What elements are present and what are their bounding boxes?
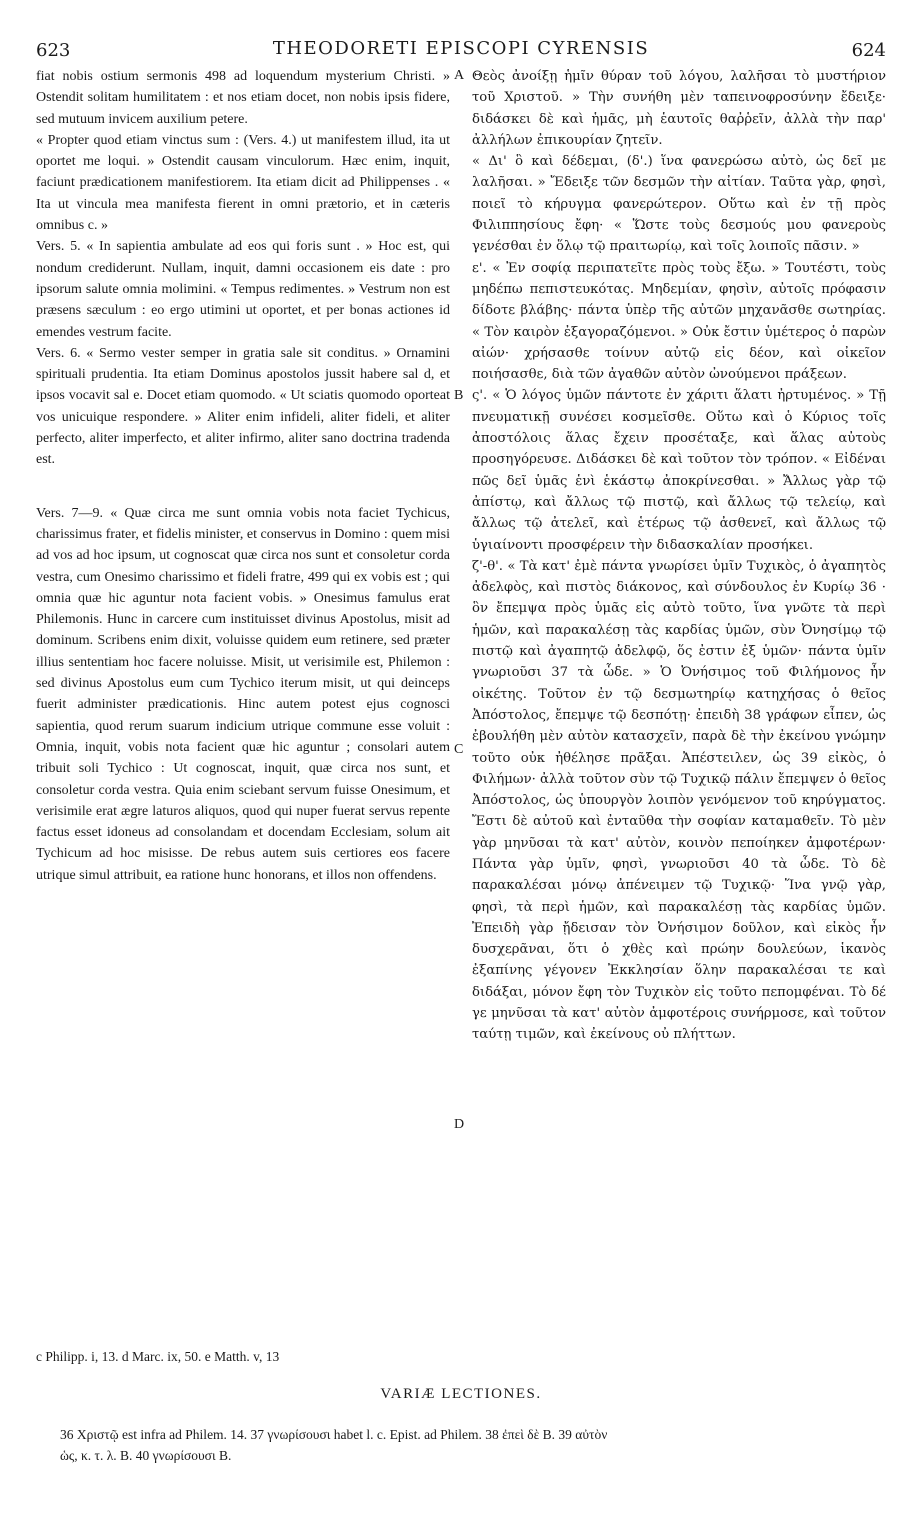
latin-paragraph: Vers. 7—9. « Quæ circa me sunt omnia vobis nota faciet Tychicus, charissimus frater, et fidelis minister, et conservus in Domino : quem misi ad vos ad hoc ipsum, ut cognoscat quæ circa nos sunt et consoletur corda vestra, cum Onesimo charissimo et fideli fratre, 499 qui ex vobis est ; qui omnia quæ hic aguntur nota facient vobis. » Onesimus famulus erat Philemonis. Hunc in carcere cum instituisset divinus Apostolus, misit ad dominum. Scribens enim dixit, voluisse quidem eum retinere, sed præter illius sententiam hoc facere noluisse. Misit, ut verisimile est, Philemon : sed divinus Apostolus eum cum Tychico iterum misit, ut qui deinceps fuerit administer prædicationis. Hinc autem potest ejus cognosci sapientia, quod rerum suarum indicium utrique commune esse voluit : Omnia, inquit, vobis nota facient quæ hic aguntur ; consolari autem tribuit soli Tychico : Ut cognoscat, inquit, quæ circa nos sunt, et consoletur corda vestra. Quia enim sciebant servum fuisse Onesimum, et verisimile erat ægre laturos aliquos, quod qui nuper fuerat servus repente factus esset idoneus ad consolandam et docendam Ecclesiam, solum ait Tychicum ad hoc misisse. De rebus autem suis certiores eos facere utrique simul attribuit, ea ratione hunc honorans, et illos non offendens. — [36, 505, 454, 883]
greek-paragraph: ζ'-θ'. « Τὰ κατ' ἐμὲ πάντα γνωρίσει ὑμῖν Τυχικὸς, ὁ ἀγαπητὸς ἀδελφὸς, καὶ πιστὸς διάκονος, καὶ σύνδουλος ἐν Κυρίῳ 36 · ὃν ἔπεμψα πρὸς ὑμᾶς εἰς αὐτὸ τοῦτο, ἵνα γνῶτε τὰ περὶ ἡμῶν, καὶ παρακαλέσῃ τὰς καρδίας ὑμῶν, σὺν Ὀνησίμῳ τῷ πιστῷ καὶ ἀγαπητῷ ἀδελφῷ, ὅς ἐστιν ἐξ ὑμῶν· πάντα ὑμῖν γνωριοῦσι 37 τὰ ὧδε. » Ὁ Ὀνήσιμος τοῦ Φιλήμονος ἦν οἰκέτης. Τοῦτον ἐν τῷ δεσμωτηρίῳ κατηχήσας ὁ θεῖος Ἀπόστολος, ἔπεμψε τῷ δεσπότῃ· ἐπειδὴ 38 γράφων εἶπεν, ὡς ἐβουλήθη μὲν αὐτὸν κατασχεῖν, παρὰ δὲ τὴν ἐκείνου γνώμην τοῦτο οὐκ ἠθέλησε πρᾶξαι. Ἀπέστειλεν, ὡς 39 εἰκὸς, ὁ Φιλήμων· ἀλλὰ τοῦτον σὺν τῷ Τυχικῷ πάλιν ἔπεμψεν ὁ θεῖος Ἀπόστολος, ὡς ὑπουργὸν λοιπὸν γενόμενον τοῦ κηρύγματος. Ἔστι δὲ αὐτοῦ καὶ ἐνταῦθα τὴν σοφίαν καταμαθεῖν. Τὸ μὲν γὰρ μηνῦσαι τὰ κατ' αὐτὸν, κοινὸν πεποίηκεν ἀμφοτέρων· Πάντα γὰρ ὑμῖν, φησὶ, γνωριοῦσι 40 τὰ ὧδε. Τὸ δὲ παρακαλέσαι μόνῳ ἀπένειμεν τῷ Τυχικῷ· Ἵνα γνῷ γὰρ, φησὶ, τὰ περὶ ἡμῶν, καὶ παρακαλέσῃ τὰς καρδίας ὑμῶν. Ἐπειδὴ γὰρ ᾔδεισαν τὸν Ὀνήσιμον δοῦλον, καὶ εἰκὸς ἦν δυσχερᾶναι, ὅτι ὁ χθὲς καὶ πρώην δουλεύων, ἱκανὸς ἐξαπίνης γέγονεν Ἐκκλησίαν ὅλην παρακαλέσαι τε καὶ διδάξαι, μόνον ἔφη τὸν Τυχικὸν εἰς τοῦτο πεπομφέναι. Τὸ δέ γε μηνῦσαι τὰ κατ' αὐτὸν ἀμφοτέροις συνήρμοσε, καὶ τοῦτον ταύτῃ τιμῶν, καὶ ἐκείνους οὐ πλήττων. — [472, 558, 891, 1043]
variae-line: ὡς, κ. τ. λ. B. 40 γνωρίσουσι B. — [60, 1448, 232, 1463]
page-number-left: 623 — [36, 40, 71, 61]
latin-paragraph: Vers. 5. « In sapientia ambulate ad eos qui foris sunt . » Hoc est, qui nondum crediderunt. Nullam, inquit, damni occasionem eis date : pro ipsorum salute omnia molimini. « Tempus redimentes. » Vestrum non est præsens sæculum : eo ergo utimini ut oportet, et per bonas actiones id emendes vestrum facite. — [36, 239, 454, 340]
greek-column — [472, 66, 891, 1046]
variae-lectiones — [36, 1424, 886, 1466]
greek-paragraph: ς'. « Ὁ λόγος ὑμῶν πάντοτε ἐν χάριτι ἅλατι ἠρτυμένος. » Τῇ πνευματικῇ συνέσει κοσμεῖσθε. Οὕτω καὶ ὁ Κύριος τοῖς ἀποστόλοις ἅλας ἔχειν προσέταξε, καὶ ἅλας αὐτοὺς προσηγόρευσε. Διδάσκει δὲ καὶ τοῦτον τὸν τρόπον. « Εἰδέναι πῶς δεῖ ὑμᾶς ἑνὶ ἑκάστῳ ἀποκρίνεσθαι. » Ἄλλως γὰρ τῷ ἀπίστῳ, καὶ ἄλλως τῷ πιστῷ, καὶ ἄλλως τῷ τελείῳ, καὶ ἄλλως τῷ ἀτελεῖ, καὶ ἑτέρως τῷ ἀσθενεῖ, καὶ ἄλλως τῷ ὑγιαίνοντι προσφέρειν τὴν διδασκαλίαν προσήκει. — [472, 388, 891, 553]
latin-column — [36, 66, 454, 886]
variae-line: 36 Χριστῷ est infra ad Philem. 14. 37 γνωρίσουσι habet l. c. Epist. ad Philem. 38 ἐπεὶ δὲ B. 39 αὐτὸν — [60, 1427, 608, 1442]
margin-marker-b: B — [454, 388, 464, 403]
latin-paragraph: fiat nobis ostium sermonis 498 ad loquendum mysterium Christi. » Ostendit solitam humilitatem : et nos etiam docet, non nobis ipsis fidere, sed mutuum invicem auxilium petere. — [36, 69, 454, 127]
running-title: THEODORETI EPISCOPI CYRENSIS — [272, 38, 650, 59]
page-header — [0, 0, 922, 60]
greek-paragraph: Θεὸς ἀνοίξῃ ἡμῖν θύραν τοῦ λόγου, λαλῆσαι τὸ μυστήριον τοῦ Χριστοῦ. » Τὴν συνήθη μὲν ταπεινοφροσύνην ἔδειξε· διδάσκει δὲ καὶ ἡμᾶς, μὴ ἑαυτοῖς θαῤῥεῖν, ἀλλὰ τὴν παρ' ἀλλήλων ἐπικουρίαν ζητεῖν. — [472, 69, 891, 148]
latin-paragraph: « Propter quod etiam vinctus sum : (Vers. 4.) ut manifestem illud, ita ut oportet me loqui. » Ostendit causam vinculorum. Hæc enim, inquit, faciunt prædicationem manifestiorem. Ita etiam dicit ad Philippenses . « Ita ut vincula mea manifesta fierent in omni prætorio, et in cæteris omnibus c. » — [36, 132, 454, 234]
latin-paragraph: Vers. 6. « Sermo vester semper in gratia sale sit conditus. » Ornamini spirituali prudentia. Ita etiam Dominus apostolos jussit habere sal d, et ipsos vocavit sal e. Docet etiam quomodo. « Ut sciatis quomodo oporteat vos unicuique respondere. » Aliter enim infideli, aliter fideli, et aliter perfecto, aliter imperfecto, et aliter infirmo, aliter sano doctrina tradenda est. — [36, 345, 454, 468]
greek-paragraph: « Δι' ὃ καὶ δέδεμαι, (δ'.) ἵνα φανερώσω αὐτὸ, ὡς δεῖ με λαλῆσαι. » Ἔδειξε τῶν δεσμῶν τὴν αἰτίαν. Ταῦτα γὰρ, φησὶ, ποιεῖ τὸ κήρυγμα φανερώτερον. Οὕτω καὶ ἐν τῇ πρὸς Φιλιππησίους ἔφη· « Ὥστε τοὺς δεσμούς μου φανεροὺς γενέσθαι ἐν ὅλῳ τῷ πραιτωρίῳ, καὶ τοῖς λοιποῖς πᾶσιν. » — [472, 154, 891, 255]
margin-marker-d: D — [454, 1117, 465, 1132]
variae-lectiones-heading: VARIÆ LECTIONES. — [380, 1386, 542, 1402]
margin-marker-a: A — [454, 68, 465, 83]
greek-paragraph: ε'. « Ἐν σοφίᾳ περιπατεῖτε πρὸς τοὺς ἔξω. » Τουτέστι, τοὺς μηδέπω πεπιστευκότας. Μηδεμίαν, φησὶν, αὐτοῖς πρόφασιν δίδοτε βλάβης· πάντα ὑπὲρ τῆς αὐτῶν μηχανᾶσθε σωτηρίας. « Τὸν καιρὸν ἐξαγοραζόμενοι. » Οὐκ ἔστιν ὑμέτερος ὁ παρὼν αἰών· χρήσασθε τοίνυν αὐτῷ εἰς δέον, καὶ οἰκεῖον ποιήσασθε, διὰ τῶν ἀγαθῶν αὐτὸν ὠνούμενοι πράξεων. — [472, 260, 891, 383]
page-number-right: 624 — [851, 40, 886, 61]
footnotes: c Philipp. i, 13. d Marc. ix, 50. e Matth. v, 13 — [36, 1349, 280, 1364]
margin-marker-c: C — [454, 742, 464, 757]
paragraph-gap — [36, 471, 450, 503]
